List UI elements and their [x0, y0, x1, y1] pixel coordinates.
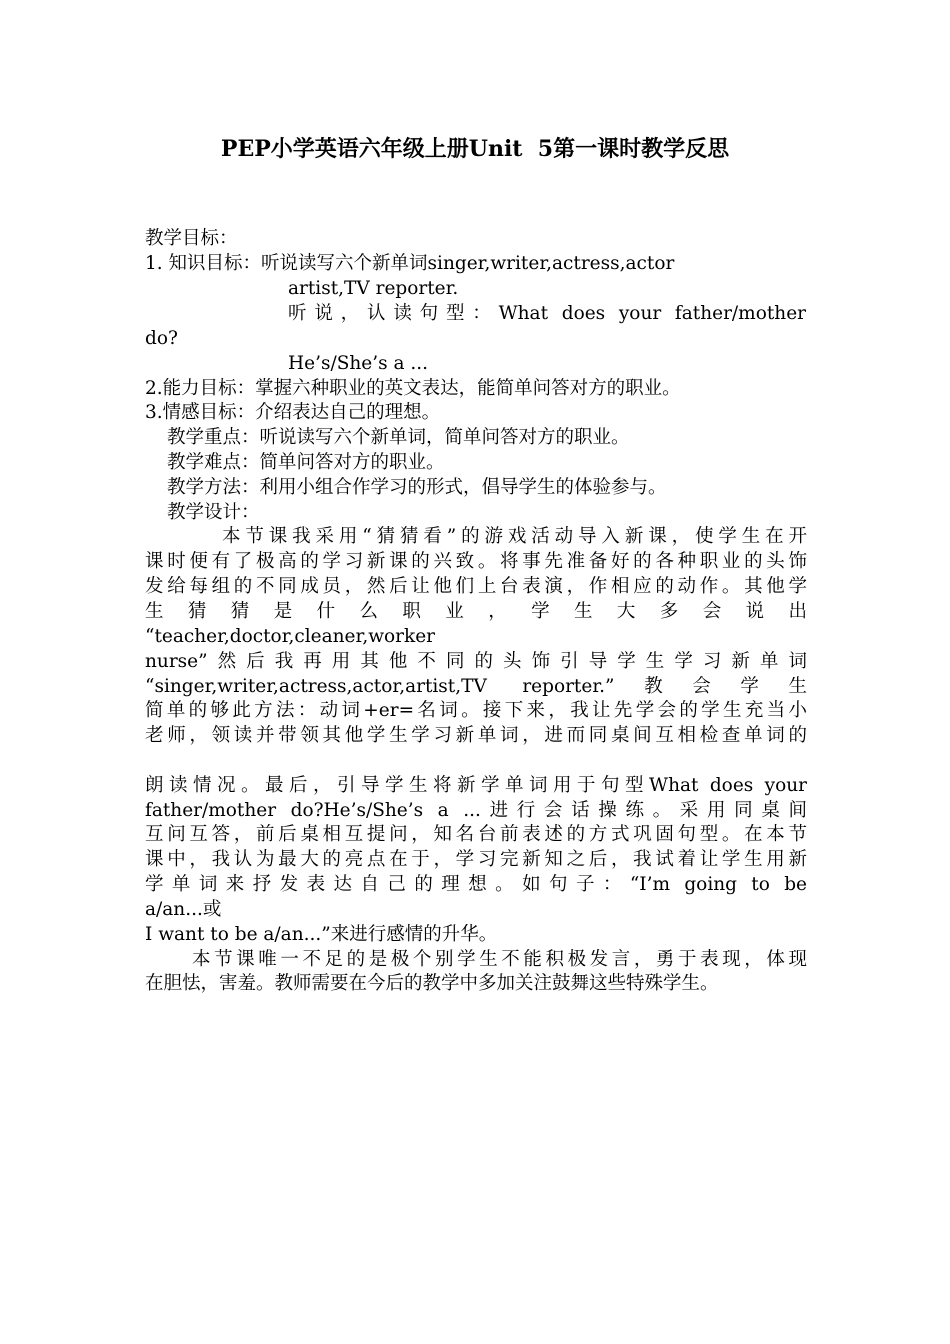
- paragraph-line: 互问互答，前后桌相互提问，知名台前表述的方式巩固句型。在本节: [145, 824, 807, 845]
- knowledge-goal-line: 1. 知识目标：听说读写六个新单词singer,writer,actress,actor: [145, 253, 675, 274]
- teaching-method-line: 教学方法：利用小组合作学习的形式，倡导学生的体验参与。: [167, 477, 667, 498]
- knowledge-goal-line: 听说，认读句型：What does your father/mother: [288, 303, 806, 324]
- paragraph-line: 课中，我认为最大的亮点在于，学习完新知之后，我试着让学生用新: [145, 849, 807, 870]
- teaching-difficulty-line: 教学难点：简单问答对方的职业。: [167, 452, 445, 473]
- paragraph-line: 朗读情况。最后，引导学生将新学单词用于句型What does your: [145, 775, 807, 796]
- paragraph-line: 生 猜 猜 是 什 么 职 业 ， 学 生 大 多 会 说 出: [145, 601, 807, 622]
- paragraph-line: father/mother do?He’s/She’s a ...进行会话操练。采用同桌间: [145, 800, 807, 821]
- knowledge-goal-line: He’s/She’s a ...: [288, 353, 429, 374]
- paragraph-line: nurse”然后我再用其他不同的头饰引导学生学习新单词: [145, 651, 807, 672]
- paragraph-line: 在胆怯，害羞。教师需要在今后的教学中多加关注鼓舞这些特殊学生。: [145, 973, 719, 994]
- paragraph-line: 学单词来抒发表达自己的理想。如句子：“I’m going to be: [145, 874, 807, 895]
- paragraph-line: 课时便有了极高的学习新课的兴致。将事先准备好的各种职业的头饰: [145, 551, 807, 572]
- paragraph-line: a/an...或: [145, 899, 222, 920]
- knowledge-goal-line: do?: [145, 328, 178, 349]
- paragraph-line: 本节课唯一不足的是极个别学生不能积极发言，勇于表现，体现: [192, 949, 807, 970]
- paragraph-line: 简单的够此方法：动词+er=名词。接下来，我让先学会的学生充当小: [145, 700, 807, 721]
- paragraph-line: 老师，领读并带领其他学生学习新单词，进而同桌间互相检查单词的: [145, 725, 807, 746]
- paragraph-line: 本节课我采用“猜猜看”的游戏活动导入新课，使学生在开: [222, 526, 807, 547]
- paragraph-line: 发给每组的不同成员，然后让他们上台表演，作相应的动作。其他学: [145, 576, 807, 597]
- document-title: PEP小学英语六年级上册Unit 5第一课时教学反思: [220, 136, 730, 162]
- paragraph-line: “singer,writer,actress,actor,artist,TV reporter.”教会学生: [145, 676, 807, 697]
- teaching-design-heading: 教学设计：: [167, 502, 260, 523]
- emotion-goal-line: 3.情感目标：介绍表达自己的理想。: [145, 402, 441, 423]
- teaching-focus-line: 教学重点：听说读写六个新单词，简单问答对方的职业。: [167, 427, 630, 448]
- paragraph-line: “teacher,doctor,cleaner,worker: [145, 626, 436, 647]
- ability-goal-line: 2.能力目标：掌握六种职业的英文表达，能简单问答对方的职业。: [145, 378, 681, 399]
- knowledge-goal-line: artist,TV reporter.: [288, 278, 459, 299]
- section-heading-teaching-goals: 教学目标：: [145, 228, 238, 249]
- paragraph-line: I want to be a/an...”来进行感情的升华。: [145, 924, 498, 945]
